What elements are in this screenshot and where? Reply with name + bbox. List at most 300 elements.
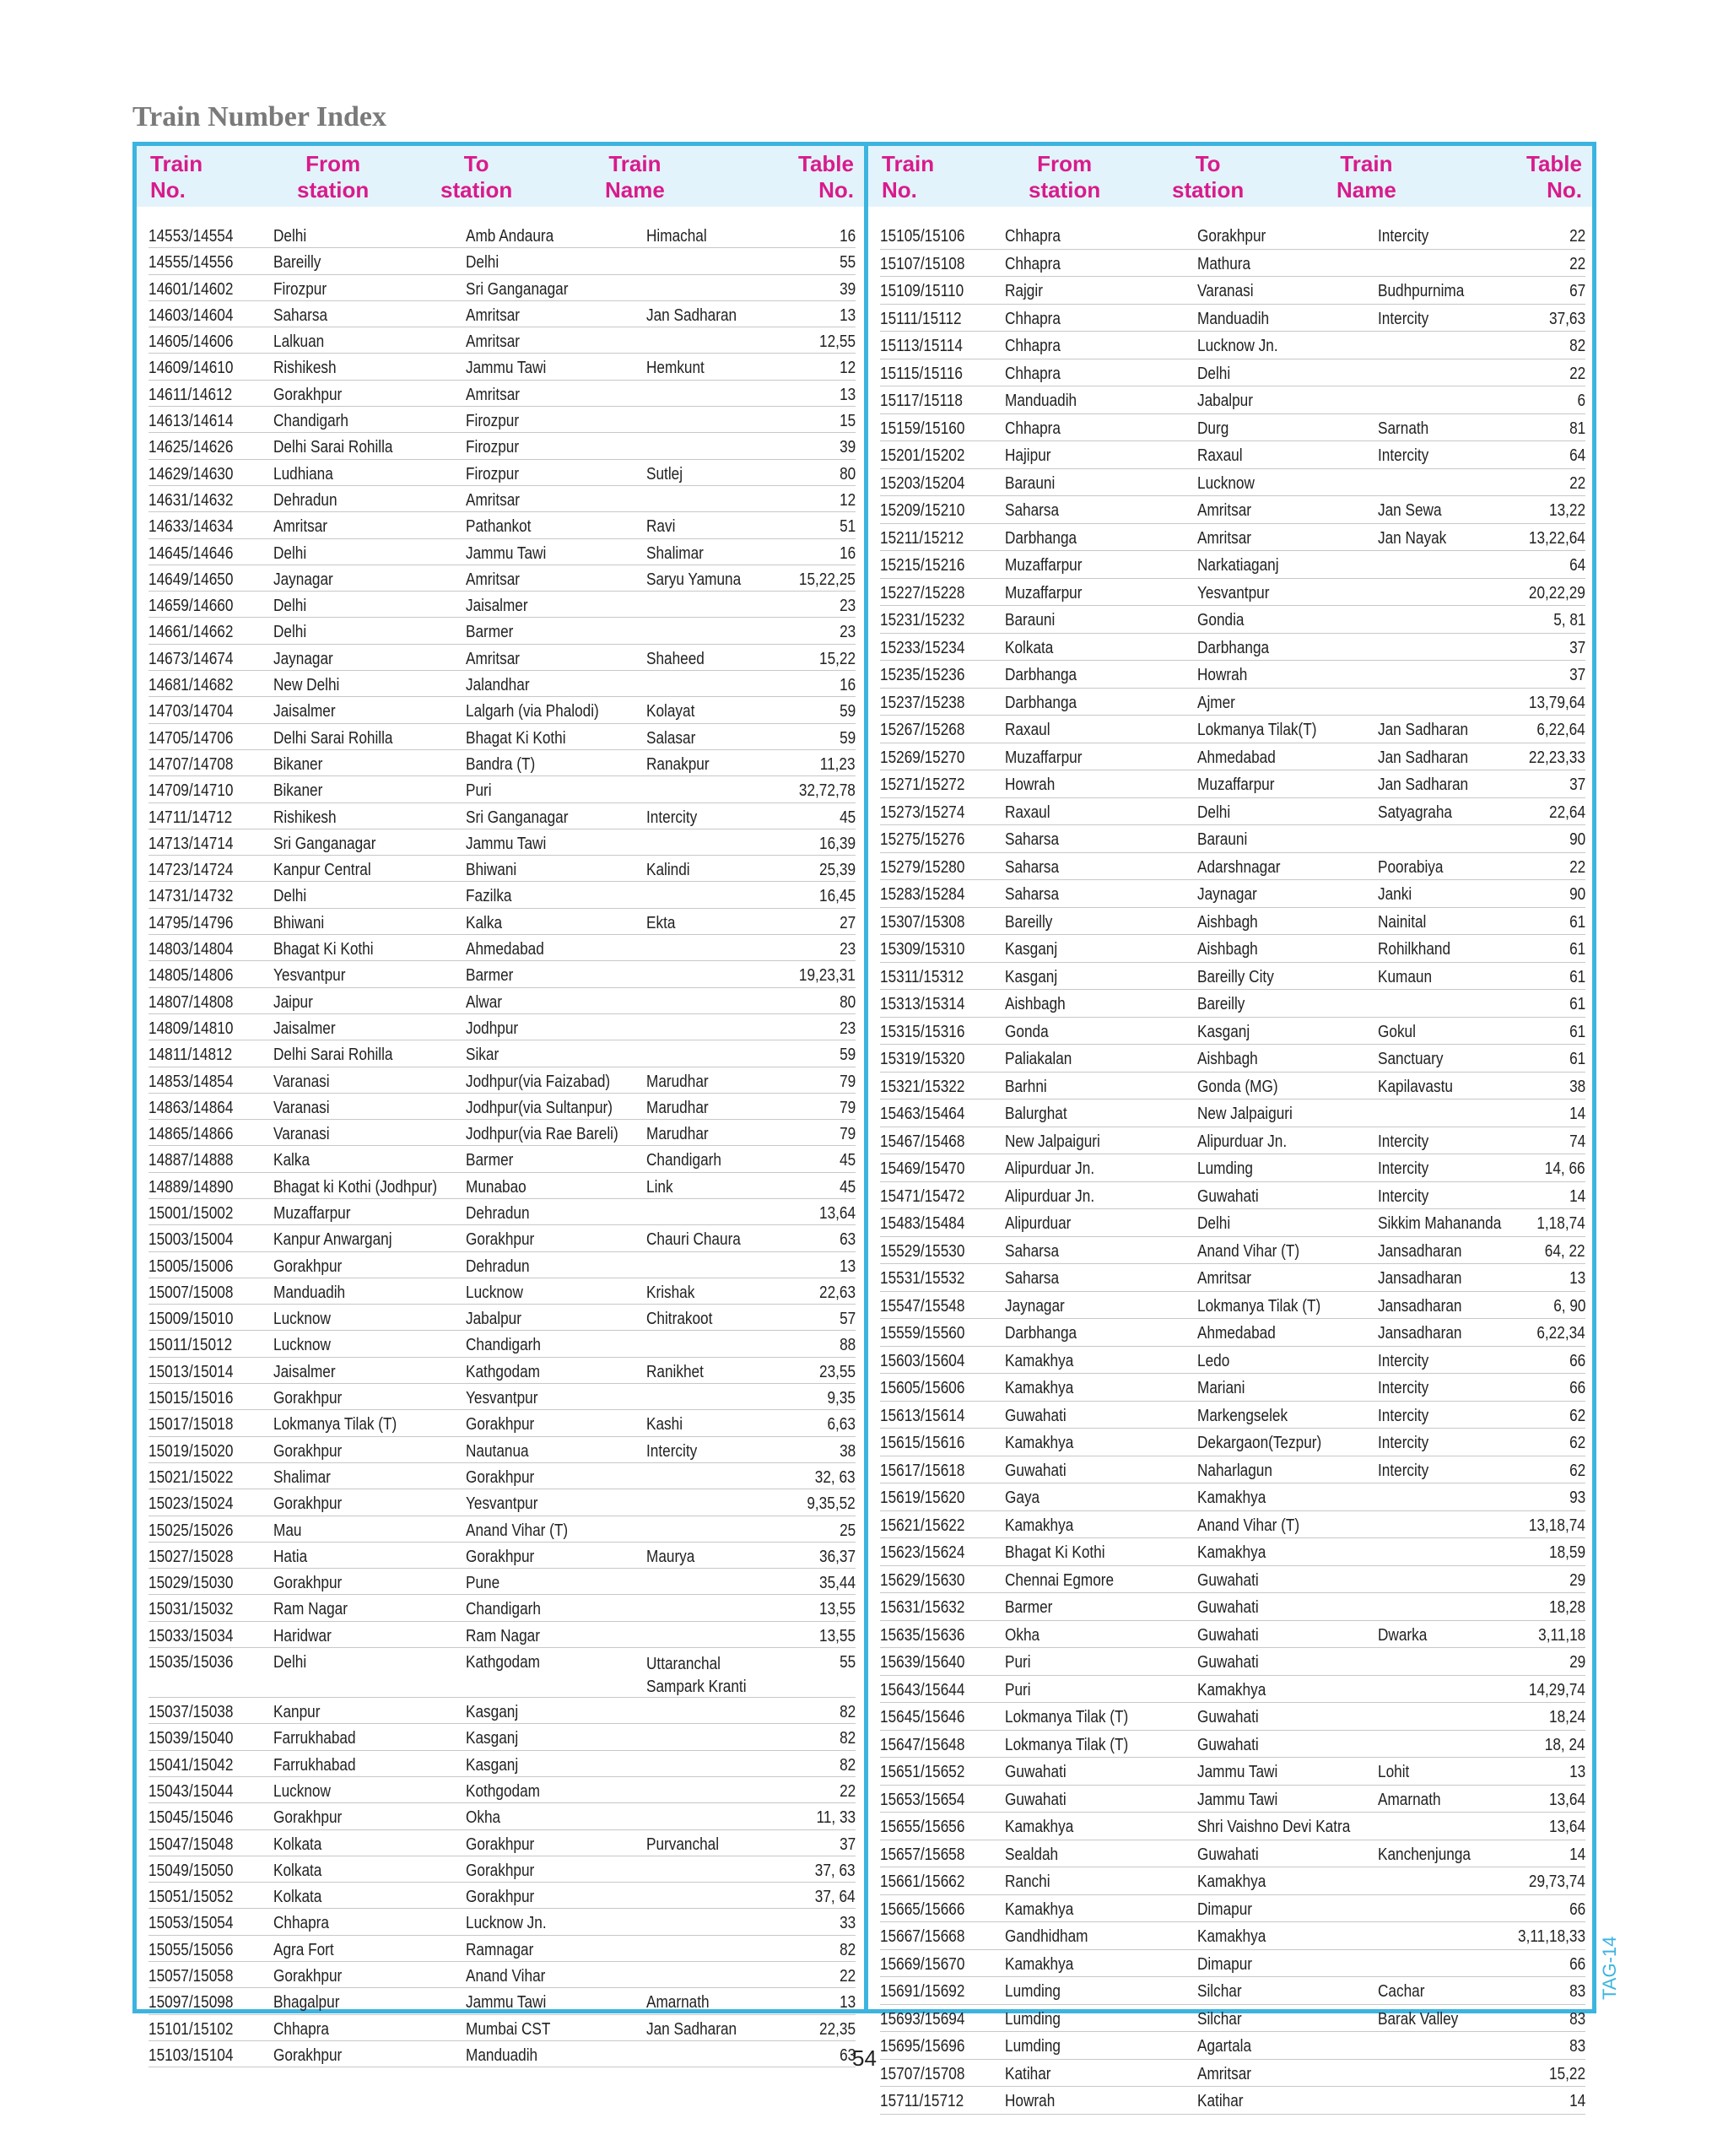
table-number: 12,55 (818, 332, 856, 352)
table-row (880, 634, 1585, 662)
from-station: New Jalpaiguri (1005, 1132, 1100, 1151)
from-station: Chandigarh (273, 412, 348, 431)
table-number: 16 (839, 227, 856, 246)
table-row (148, 882, 856, 908)
train-number: 15471/15472 (880, 1186, 965, 1206)
train-name: Chitrakoot (646, 1310, 713, 1329)
from-station: Muzaffarpur (1005, 556, 1083, 575)
train-name: Jansadharan (1378, 1296, 1462, 1316)
train-name: Jansadharan (1378, 1269, 1462, 1288)
table-number: 22,63 (818, 1283, 856, 1302)
to-station: Markengselek (1197, 1406, 1288, 1425)
to-station: Delhi (466, 253, 500, 273)
from-station: Kamakhya (1005, 1954, 1074, 1974)
table-row (880, 1758, 1585, 1786)
from-station: Sri Ganganagar (273, 834, 376, 853)
table-number: 1,18,74 (1536, 1214, 1585, 1233)
table-number: 38 (839, 1441, 856, 1461)
table-row (880, 2087, 1585, 2115)
table-number: 81 (1569, 419, 1585, 438)
table-number: 82 (839, 1729, 856, 1748)
header-to-station: To station (440, 151, 513, 203)
table-row (880, 1127, 1585, 1155)
train-number: 15623/15624 (880, 1543, 965, 1562)
to-station: Alwar (466, 992, 503, 1012)
table-row (148, 909, 856, 935)
to-station: Kamakhya (1197, 1872, 1266, 1891)
table-row (880, 1950, 1585, 1978)
table-number: 37, 64 (815, 1888, 856, 1907)
to-station: Barmer (466, 1151, 514, 1170)
table-row (148, 1909, 856, 1935)
from-station: Kolkata (1005, 638, 1054, 657)
to-station: Lokmanya Tilak (T) (1197, 1296, 1321, 1316)
to-station: Anand Vihar (T) (1197, 1516, 1300, 1535)
train-number: 15695/15696 (880, 2037, 965, 2056)
table-row (880, 1786, 1585, 1813)
from-station: Lokmanya Tilak (T) (1005, 1708, 1129, 1726)
train-name: Sutlej (646, 464, 683, 484)
table-number: 33 (839, 1914, 856, 1933)
from-station: Raxaul (1005, 721, 1050, 739)
from-station: Guwahati (1005, 1406, 1066, 1425)
from-station: Varanasi (273, 1072, 330, 1091)
table-row (148, 1751, 856, 1777)
table-number: 66 (1569, 1379, 1585, 1397)
table-row (880, 1100, 1585, 1127)
train-number: 15629/15630 (880, 1570, 965, 1590)
table-number: 61 (1569, 995, 1585, 1013)
table-number: 15 (839, 412, 856, 431)
to-station: Silchar (1197, 2009, 1242, 2029)
table-row (148, 1724, 856, 1750)
table-number: 37, 63 (815, 1861, 856, 1880)
table-row (880, 414, 1585, 442)
train-number: 15615/15616 (880, 1434, 965, 1452)
from-station: Saharsa (1005, 501, 1060, 520)
train-number: 15109/15110 (880, 282, 964, 300)
train-number: 14731/14732 (148, 887, 234, 906)
table-row (148, 248, 856, 274)
to-station: Guwahati (1197, 1845, 1259, 1864)
train-number: 15655/15656 (880, 1818, 965, 1836)
from-station: Lalkuan (273, 332, 325, 352)
train-name: Intercity (1378, 309, 1429, 328)
table-row (148, 486, 856, 512)
to-station: Anand Vihar (T) (466, 1521, 569, 1540)
train-number: 14631/14632 (148, 490, 234, 510)
from-station: Howrah (1005, 775, 1056, 794)
table-row (148, 222, 856, 248)
table-row (148, 407, 856, 433)
train-name: Marudhar (646, 1098, 709, 1117)
from-station: Kanpur Anwarganj (273, 1230, 392, 1250)
to-station: Amb Andaura (466, 227, 554, 246)
table-row (148, 776, 856, 802)
from-station: Delhi Sarai Rohilla (273, 438, 393, 457)
table-row (880, 305, 1585, 332)
train-number: 15035/15036 (148, 1653, 234, 1672)
table-number: 5, 81 (1552, 611, 1585, 630)
table-row (148, 618, 856, 644)
table-number: 19,23,31 (799, 966, 856, 986)
table-number: 61 (1569, 1050, 1585, 1068)
table-number: 83 (1569, 2009, 1585, 2029)
table-row (148, 750, 856, 776)
to-station: Gorakhpur (466, 1467, 535, 1487)
train-number: 15711/15712 (880, 2092, 964, 2110)
from-station: Delhi (273, 227, 307, 246)
train-number: 15693/15694 (880, 2009, 965, 2029)
from-station: Kalka (273, 1151, 310, 1170)
table-row (880, 1292, 1585, 1320)
train-number: 15015/15016 (148, 1389, 234, 1408)
table-row (148, 592, 856, 618)
table-row (880, 935, 1585, 963)
table-row (148, 354, 856, 380)
from-station: Gaya (1005, 1489, 1040, 1507)
to-station: Anand Vihar (T) (1197, 1241, 1300, 1261)
table-number: 14,29,74 (1529, 1680, 1585, 1699)
train-name: Gokul (1378, 1022, 1416, 1041)
table-number: 13,18,74 (1529, 1516, 1585, 1535)
train-number: 15107/15108 (880, 254, 965, 273)
table-row (880, 990, 1585, 1018)
table-row (880, 963, 1585, 991)
train-name: Chauri Chaura (646, 1230, 741, 1250)
from-station: Saharsa (1005, 1269, 1060, 1288)
table-number: 9,35,52 (807, 1494, 856, 1514)
from-station: Darbhanga (1005, 666, 1077, 684)
table-number: 13 (839, 385, 856, 404)
train-name: Rohilkhand (1378, 940, 1451, 959)
table-row (880, 222, 1585, 250)
from-station: Gorakhpur (273, 1389, 343, 1408)
table-row (880, 716, 1585, 743)
train-number: 15201/15202 (880, 446, 965, 465)
train-number: 15307/15308 (880, 912, 965, 932)
table-number: 61 (1569, 912, 1585, 932)
train-name: Poorabiya (1378, 857, 1444, 877)
train-number: 15469/15470 (880, 1159, 965, 1178)
from-station: Varanasi (273, 1125, 330, 1144)
table-number: 13,64 (1548, 1818, 1585, 1836)
from-station: Alipurduar Jn. (1005, 1159, 1095, 1178)
table-number: 38 (1569, 1077, 1585, 1096)
from-station: Lucknow (273, 1781, 331, 1801)
from-station: Chhapra (273, 1914, 329, 1933)
to-station: Firozpur (466, 438, 520, 457)
from-station: Shalimar (273, 1467, 331, 1487)
table-row (148, 1698, 856, 1724)
from-station: Kolkata (273, 1834, 322, 1854)
table-number: 13 (1569, 1763, 1585, 1781)
train-name: Intercity (1378, 1186, 1429, 1206)
table-row (148, 1067, 856, 1094)
table-number: 18,59 (1548, 1543, 1585, 1562)
table-row (148, 1936, 856, 1962)
table-number: 37 (1569, 666, 1585, 684)
train-number: 15011/15012 (148, 1336, 233, 1355)
table-number: 12 (839, 490, 856, 510)
from-station: Chennai Egmore (1005, 1570, 1115, 1590)
table-number: 23 (839, 623, 856, 642)
table-number: 45 (839, 1151, 856, 1170)
from-station: Paliakalan (1005, 1050, 1072, 1068)
train-number: 15651/15652 (880, 1763, 965, 1781)
to-station: Jammu Tawi (1197, 1763, 1278, 1781)
to-station: Guwahati (1197, 1570, 1259, 1590)
table-row (880, 1264, 1585, 1292)
table-row (880, 1648, 1585, 1676)
to-station: Kasganj (466, 1755, 519, 1775)
train-number: 14555/14556 (148, 253, 234, 273)
train-number: 15643/15644 (880, 1680, 965, 1699)
to-station: Lucknow Jn. (1197, 337, 1278, 355)
from-station: Delhi Sarai Rohilla (273, 728, 393, 748)
train-name: Jan Sadharan (646, 305, 737, 325)
train-name: Jan Sewa (1378, 501, 1442, 520)
from-station: Gandhidham (1005, 1927, 1088, 1946)
from-station: Kamakhya (1005, 1379, 1074, 1397)
to-station: Jammu Tawi (466, 834, 547, 853)
to-station: Agartala (1197, 2037, 1252, 2056)
train-number: 15667/15668 (880, 1927, 965, 1946)
table-row (148, 1569, 856, 1595)
train-number: 15007/15008 (148, 1283, 234, 1302)
table-number: 45 (839, 1177, 856, 1197)
from-station: Chhapra (1005, 337, 1061, 355)
table-row (148, 1830, 856, 1856)
table-number: 14 (1569, 1186, 1585, 1206)
to-station: Bhiwani (466, 861, 517, 880)
to-station: Firozpur (466, 464, 520, 484)
train-name: Janki (1378, 885, 1412, 904)
from-station: Gorakhpur (273, 1494, 343, 1514)
train-name: Uttaranchal Sampark Kranti (646, 1655, 747, 1697)
to-station: Gorakhpur (466, 1834, 535, 1854)
table-row (880, 551, 1585, 579)
train-number: 14673/14674 (148, 649, 234, 668)
table-number: 45 (839, 808, 856, 827)
train-number: 15039/15040 (148, 1729, 234, 1748)
table-row (148, 1225, 856, 1251)
train-number: 14553/14554 (148, 227, 234, 246)
to-station: Jammu Tawi (466, 543, 547, 563)
table-row (148, 645, 856, 671)
to-station: Kalka (466, 913, 503, 932)
train-number: 15113/15114 (880, 337, 963, 355)
to-station: Sri Ganganagar (466, 279, 569, 299)
table-number: 14 (1569, 1845, 1585, 1864)
from-station: Kamakhya (1005, 1818, 1074, 1836)
train-number: 15237/15238 (880, 693, 965, 712)
to-station: Amritsar (1197, 528, 1252, 548)
table-row (148, 1014, 856, 1040)
train-name: Link (646, 1177, 673, 1197)
table-row (148, 2041, 856, 2067)
table-row (880, 359, 1585, 387)
table-number: 62 (1569, 1434, 1585, 1452)
to-station: Amritsar (466, 490, 521, 510)
train-number: 15057/15058 (148, 1967, 234, 1986)
table-row (148, 1384, 856, 1410)
to-station: Aishbagh (1197, 1050, 1258, 1068)
train-name: Intercity (1378, 1159, 1429, 1178)
from-station: Farrukhabad (273, 1729, 356, 1748)
from-station: Kamakhya (1005, 1351, 1074, 1370)
to-station: Lumding (1197, 1159, 1253, 1178)
to-station: Gorakhpur (466, 1888, 535, 1907)
to-station: Raxaul (1197, 446, 1243, 465)
to-station: Narkatiaganj (1197, 556, 1279, 575)
to-station: Silchar (1197, 1982, 1242, 2001)
train-name: Intercity (1378, 1132, 1429, 1151)
to-station: Barauni (1197, 830, 1248, 849)
train-number: 15203/15204 (880, 473, 965, 493)
from-station: Delhi (273, 623, 307, 642)
table-number: 23,55 (818, 1362, 856, 1381)
train-number: 15319/15320 (880, 1050, 965, 1068)
train-name: Intercity (1378, 1379, 1429, 1397)
train-number: 15051/15052 (148, 1888, 234, 1907)
from-station: Barauni (1005, 611, 1056, 630)
header-from-station: From station (1029, 151, 1101, 203)
table-row (148, 1463, 856, 1489)
to-station: Guwahati (1197, 1735, 1259, 1754)
to-station: Lucknow (1197, 473, 1255, 493)
train-number: 15603/15604 (880, 1351, 965, 1370)
train-number: 14809/14810 (148, 1019, 234, 1038)
table-row (148, 512, 856, 538)
train-number: 14611/14612 (148, 385, 233, 404)
to-station: Amritsar (466, 385, 521, 404)
from-station: Kamakhya (1005, 1899, 1074, 1919)
train-name: Himachal (646, 227, 707, 246)
from-station: Jaynagar (273, 570, 333, 589)
from-station: Mau (273, 1521, 302, 1540)
to-station: Guwahati (1197, 1653, 1259, 1672)
to-station: Kamakhya (1197, 1680, 1266, 1699)
to-station: Shri Vaishno Devi Katra (1197, 1818, 1351, 1836)
from-station: Manduadih (273, 1283, 346, 1302)
to-station: Dekargaon(Tezpur) (1197, 1434, 1322, 1452)
to-station: Jammu Tawi (466, 1993, 547, 2013)
train-number: 15055/15056 (148, 1940, 234, 1959)
to-station: Kothgodam (466, 1781, 540, 1801)
table-number: 63 (839, 2045, 856, 2065)
train-name: Intercity (646, 1441, 698, 1461)
train-number: 14603/14604 (148, 305, 234, 325)
train-number: 15211/15212 (880, 528, 964, 548)
train-number: 14703/14704 (148, 702, 234, 721)
table-number: 51 (839, 517, 856, 537)
train-name: Kanchenjunga (1378, 1845, 1471, 1864)
to-station: Howrah (1197, 666, 1248, 684)
table-row (148, 460, 856, 486)
table-row (880, 1621, 1585, 1649)
to-station: Jodhpur (466, 1019, 519, 1038)
to-station: Puri (466, 781, 492, 801)
train-name: Purvanchal (646, 1834, 720, 1854)
from-station: Jaisalmer (273, 1362, 336, 1381)
train-name: Barak Valley (1378, 2009, 1459, 2029)
from-station: Alipurduar Jn. (1005, 1186, 1095, 1206)
from-station: Hatia (273, 1547, 308, 1566)
table-number: 13,64 (1548, 1790, 1585, 1809)
train-number: 14811/14812 (148, 1046, 233, 1065)
to-station: Okha (466, 1808, 501, 1828)
to-station: Yesvantpur (466, 1389, 538, 1408)
table-row (148, 1988, 856, 2014)
from-station: Puri (1005, 1680, 1031, 1699)
to-station: Jodhpur(via Faizabad) (466, 1072, 611, 1091)
table-row (880, 908, 1585, 936)
to-station: Lalgarh (via Phalodi) (466, 702, 599, 721)
train-name: Intercity (1378, 1461, 1429, 1480)
train-number: 15309/15310 (880, 940, 965, 959)
train-name: Kumaun (1378, 967, 1433, 986)
to-station: Lucknow (466, 1283, 523, 1302)
train-name: Ravi (646, 517, 676, 537)
table-number: 59 (839, 702, 856, 721)
train-number: 15041/15042 (148, 1755, 234, 1775)
from-station: Delhi (273, 597, 307, 616)
train-number: 15101/15102 (148, 2019, 234, 2039)
to-station: Delhi (1197, 364, 1231, 383)
train-name: Shalimar (646, 543, 704, 563)
from-station: Bhagat Ki Kothi (1005, 1543, 1105, 1562)
to-station: Nautanua (466, 1441, 529, 1461)
table-number: 59 (839, 728, 856, 748)
to-station: Amritsar (466, 570, 521, 589)
train-number: 15605/15606 (880, 1379, 965, 1397)
from-station: Kanpur (273, 1703, 321, 1722)
train-name: Marudhar (646, 1072, 709, 1091)
table-row (148, 1173, 856, 1199)
train-number: 15559/15560 (880, 1324, 965, 1343)
to-station: Gorakhpur (1197, 227, 1266, 246)
train-number: 15033/15034 (148, 1626, 234, 1645)
from-station: Saharsa (1005, 857, 1060, 877)
from-station: Balurghat (1005, 1105, 1067, 1123)
table-number: 82 (1569, 337, 1585, 355)
from-station: Guwahati (1005, 1763, 1066, 1781)
table-number: 37 (1569, 775, 1585, 794)
table-row (148, 1489, 856, 1516)
table-row (880, 1483, 1585, 1511)
train-number: 14645/14646 (148, 543, 234, 563)
table-row (880, 1374, 1585, 1402)
table-row (148, 1040, 856, 1067)
table-number: 18, 24 (1545, 1735, 1585, 1754)
train-name: Amarnath (1378, 1790, 1441, 1809)
to-station: Ahmedabad (1197, 748, 1276, 767)
from-station: Aishbagh (1005, 995, 1066, 1013)
from-station: Katihar (1005, 2064, 1051, 2083)
to-station: Aishbagh (1197, 940, 1258, 959)
train-number: 15313/15314 (880, 995, 965, 1013)
train-number: 15657/15658 (880, 1845, 965, 1864)
to-station: Guwahati (1197, 1625, 1259, 1645)
table-row (880, 1237, 1585, 1265)
from-station: Barhni (1005, 1077, 1047, 1096)
to-station: Jaynagar (1197, 885, 1257, 904)
train-number: 15029/15030 (148, 1574, 234, 1593)
to-station: Munabao (466, 1177, 526, 1197)
table-number: 13,55 (818, 1626, 856, 1645)
table-row (880, 1840, 1585, 1868)
